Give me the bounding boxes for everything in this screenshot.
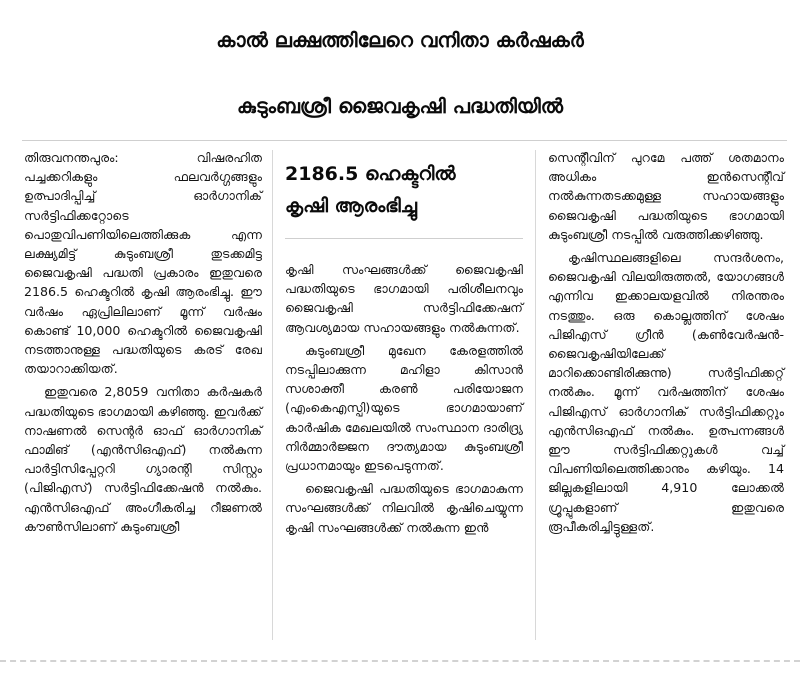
article-column-1 — [24, 148, 262, 540]
subheadline-divider — [285, 238, 523, 239]
article-column-3 — [548, 148, 784, 540]
paragraph: ജൈവകൃഷി പദ്ധതിയുടെ ഭാഗമാകുന്ന സംഘങ്ങൾക്ക് നിലവിൽ കൃഷിചെയ്യുന്ന കൃഷി സംഘങ്ങൾക്ക് നൽകുന്ന ഇൻ — [285, 481, 523, 535]
headline-line-2: കുടുംബശ്രീ ജൈവകൃഷി പദ്ധതിയിൽ — [236, 94, 564, 118]
paragraph: തിരുവനന്തപുരം: വിഷരഹിത പച്ചക്കറികളും ഫലവർഗ്ഗങ്ങളും ഉത്പാദിപ്പിച്ച് ഓർഗാനിക് സർട്ടിഫിക്കറ്റോടെ പൊതുവിപണിയിലെത്തിക്കുക എന്ന ലക്ഷ്യമിട്ട് കുടുംബശ്രീ തുടക്കമിട്ട ജൈവകൃഷി പദ്ധതി പ്രകാരം ഇതുവരെ 2186.5 ഹെക്ടറിൽ കൃഷി ആരംഭിച്ചു. ഈ വർഷം ഏപ്രിലിലാണ് മൂന്ന് വർഷം കൊണ്ട് 10,000 ഹെക്ടറിൽ ജൈവകൃഷി നടത്താനുള്ള പദ്ധതിയുടെ കരട് രേഖ തയാറാക്കിയത്. — [24, 150, 262, 377]
paragraph: സെന്റീവിന് പുറമേ പത്ത് ശതമാനം അധികം ഇൻസെന്റീവ് നൽകുന്നതടക്കമുള്ള സഹായങ്ങളും ജൈവകൃഷി പദ്ധതിയുടെ ഭാഗമായി കുടുംബശ്രീ നടപ്പിൽ വരുത്തിക്കഴിഞ്ഞു. — [548, 150, 784, 242]
paragraph: കുടുംബശ്രീ മുഖേന കേരളത്തിൽ നടപ്പിലാക്കുന്ന മഹിളാ കിസാൻ സശാക്തീ കരൺ പരിയോജന (എംകെഎസ്പി)യുടെ ഭാഗമായാണ് കാർഷിക മേഖലയിൽ സംസ്ഥാന ദാരിദ്ര്യ നിർമ്മാർജ്ജന ദൗത്യമായ കുടുംബശ്രീ പ്രധാനമായും ഇടപെടുന്നത്. — [285, 342, 523, 474]
paragraph: കൃഷി സംഘങ്ങൾക്ക് ജൈവകൃഷി പദ്ധതിയുടെ ഭാഗമായി പരിശീലനവും ജൈവകൃഷി സർട്ടിഫിക്കേഷന് ആവശ്യമായ സഹായങ്ങളും നൽകുന്നത്. — [285, 262, 523, 335]
headline-line-1: കാൽ ലക്ഷത്തിലേറെ വനിതാ കർഷകർ — [216, 28, 584, 52]
subheadline-line-1: 2186.5 ഹെക്ടറിൽ — [285, 163, 456, 185]
bottom-divider — [0, 660, 800, 662]
subheadline-line-2: കൃഷി ആരംഭിച്ചു — [285, 195, 417, 217]
column-divider — [272, 150, 273, 640]
article-column-2 — [285, 260, 523, 541]
subheadline — [285, 158, 523, 222]
column-divider — [535, 150, 536, 640]
headline-divider — [22, 140, 787, 141]
paragraph: ഇതുവരെ 2,8059 വനിതാ കർഷകർ പദ്ധതിയുടെ ഭാഗമായി കഴിഞ്ഞു. ഇവർക്ക് നാഷണൽ സെന്റർ ഓഫ് ഓർഗാനിക് ഫാമിങ് (എൻസിഒഎഫ്) നൽകുന്ന പാർട്ടിസിപ്പേറ്ററി ഗ്യാരന്റി സിസ്റ്റം (പിജിഎസ്) സർട്ടിഫിക്കേഷൻ നൽകും. എൻസിഒഎഫ് അംഗീകരിച്ച റീജണൽ കൗൺസിലാണ് കുടുംബശ്രീ — [24, 384, 262, 534]
paragraph: കൃഷിസ്ഥലങ്ങളിലെ സന്ദർശനം, ജൈവകൃഷി വിലയിരുത്തൽ, യോഗങ്ങൾ എന്നിവ ഇക്കാലയളവിൽ നിരന്തരം നടത്തും. ഒരു കൊല്ലത്തിന് ശേഷം പിജിഎസ് ഗ്രീൻ (കൺവേർഷൻ- ജൈവകൃഷിയിലേക്ക് മാറിക്കൊണ്ടിരിക്കുന്നു) സർട്ടിഫിക്കറ്റ് നൽകും. മൂന്ന് വർഷത്തിന് ശേഷം പിജിഎസ് ഓർഗാനിക് സർട്ടിഫിക്കറ്റും എൻസിഒഎഫ് നൽകും. ഉത്പന്നങ്ങൾ ഈ സർട്ടിഫിക്കറ്റുകൾ വച്ച് വിപണിയിലെത്തിക്കാനും കഴിയും. 14 ജില്ലകളിലായി 4,910 ലോക്കൽ ഗ്രൂപ്പുകളാണ് ഇതുവരെ രൂപീകരിച്ചിട്ടുള്ളത്. — [548, 250, 784, 534]
